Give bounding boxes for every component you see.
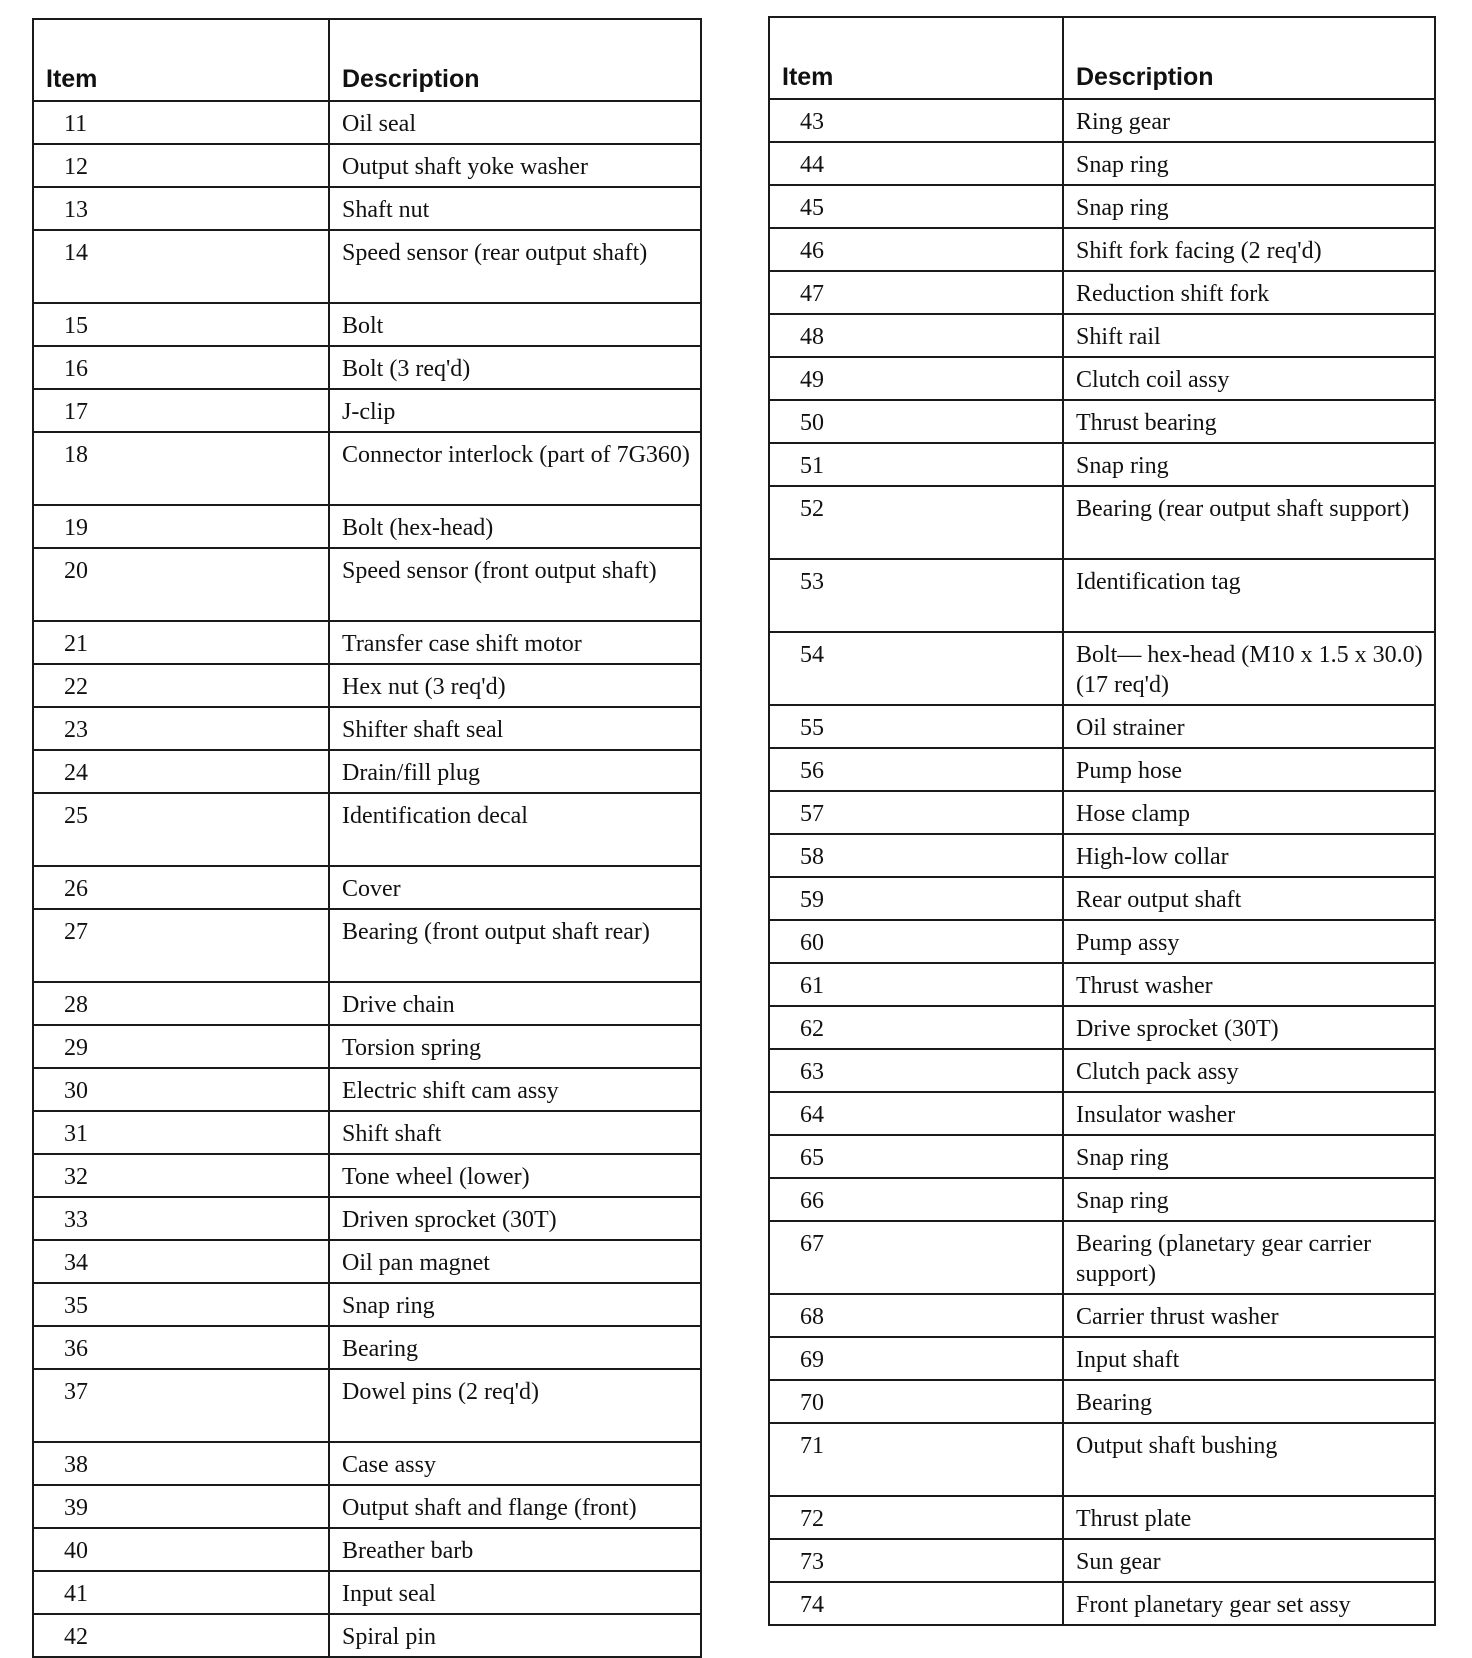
item-number-cell: 65: [769, 1135, 1063, 1178]
item-number-cell: 70: [769, 1380, 1063, 1423]
table-row: [33, 707, 701, 750]
item-number-cell: 19: [33, 505, 329, 548]
item-number-cell: 26: [33, 866, 329, 909]
table-row: [33, 1528, 701, 1571]
table-row: [769, 1178, 1435, 1221]
description-cell: Ring gear: [1063, 99, 1435, 142]
table-row: [33, 389, 701, 432]
item-number-cell: 33: [33, 1197, 329, 1240]
description-cell: Front planetary gear set assy: [1063, 1582, 1435, 1625]
description-cell: Shift shaft: [329, 1111, 701, 1154]
table-row: [33, 1240, 701, 1283]
item-number-cell: 13: [33, 187, 329, 230]
description-cell: Snap ring: [1063, 185, 1435, 228]
table-row: [769, 1294, 1435, 1337]
item-number-cell: 30: [33, 1068, 329, 1111]
description-cell: Speed sensor (rear output shaft): [329, 230, 701, 303]
table-row: [33, 793, 701, 866]
item-number-cell: 74: [769, 1582, 1063, 1625]
item-number-cell: 49: [769, 357, 1063, 400]
table-row: [769, 1006, 1435, 1049]
table-row: [33, 1111, 701, 1154]
table-row: [33, 187, 701, 230]
description-cell: Bearing (planetary gear carrier support): [1063, 1221, 1435, 1294]
item-number-cell: 66: [769, 1178, 1063, 1221]
item-number-cell: 15: [33, 303, 329, 346]
table-row: [769, 1337, 1435, 1380]
table-row: [769, 559, 1435, 632]
item-number-cell: 23: [33, 707, 329, 750]
item-number-cell: 71: [769, 1423, 1063, 1496]
table-row: [33, 1197, 701, 1240]
parts-table-left: [32, 18, 702, 1658]
description-cell: Reduction shift fork: [1063, 271, 1435, 314]
description-cell: Shaft nut: [329, 187, 701, 230]
description-cell: Snap ring: [1063, 443, 1435, 486]
table-row: [769, 357, 1435, 400]
description-cell: Shift rail: [1063, 314, 1435, 357]
item-number-cell: 29: [33, 1025, 329, 1068]
description-cell: Case assy: [329, 1442, 701, 1485]
description-cell: Hex nut (3 req'd): [329, 664, 701, 707]
parts-table-right-body: [769, 99, 1435, 1625]
table-row: [769, 99, 1435, 142]
item-number-cell: 46: [769, 228, 1063, 271]
item-number-cell: 62: [769, 1006, 1063, 1049]
item-number-cell: 50: [769, 400, 1063, 443]
description-cell: Dowel pins (2 req'd): [329, 1369, 701, 1442]
description-cell: Bolt (3 req'd): [329, 346, 701, 389]
table-row: [33, 1442, 701, 1485]
description-cell: Breather barb: [329, 1528, 701, 1571]
table-row: [769, 748, 1435, 791]
table-row: [769, 920, 1435, 963]
table-header-row: [769, 17, 1435, 99]
description-cell: Electric shift cam assy: [329, 1068, 701, 1111]
item-number-cell: 69: [769, 1337, 1063, 1380]
table-row: [769, 1423, 1435, 1496]
item-number-cell: 25: [33, 793, 329, 866]
item-column-header: Item: [33, 19, 329, 101]
table-row: [769, 271, 1435, 314]
description-cell: Bearing (rear output shaft support): [1063, 486, 1435, 559]
description-cell: Drive chain: [329, 982, 701, 1025]
item-number-cell: 47: [769, 271, 1063, 314]
table-row: [33, 982, 701, 1025]
description-cell: High-low collar: [1063, 834, 1435, 877]
item-number-cell: 52: [769, 486, 1063, 559]
table-row: [769, 1092, 1435, 1135]
table-row: [33, 1025, 701, 1068]
table-row: [769, 791, 1435, 834]
item-number-cell: 51: [769, 443, 1063, 486]
item-number-cell: 36: [33, 1326, 329, 1369]
table-row: [769, 443, 1435, 486]
item-number-cell: 39: [33, 1485, 329, 1528]
description-cell: Oil seal: [329, 101, 701, 144]
table-row: [769, 1049, 1435, 1092]
description-cell: Clutch coil assy: [1063, 357, 1435, 400]
item-number-cell: 53: [769, 559, 1063, 632]
table-row: [33, 909, 701, 982]
table-row: [33, 303, 701, 346]
item-number-cell: 27: [33, 909, 329, 982]
description-cell: Snap ring: [1063, 1178, 1435, 1221]
description-cell: Cover: [329, 866, 701, 909]
table-row: [33, 1068, 701, 1111]
description-column-header: Description: [1063, 17, 1435, 99]
description-cell: Input seal: [329, 1571, 701, 1614]
description-cell: Output shaft bushing: [1063, 1423, 1435, 1496]
item-number-cell: 11: [33, 101, 329, 144]
description-cell: Connector interlock (part of 7G360): [329, 432, 701, 505]
description-cell: Oil pan magnet: [329, 1240, 701, 1283]
description-cell: Carrier thrust washer: [1063, 1294, 1435, 1337]
description-cell: Torsion spring: [329, 1025, 701, 1068]
description-cell: Snap ring: [329, 1283, 701, 1326]
table-row: [769, 632, 1435, 705]
table-row: [33, 750, 701, 793]
table-row: [769, 142, 1435, 185]
item-number-cell: 17: [33, 389, 329, 432]
description-cell: Insulator washer: [1063, 1092, 1435, 1135]
description-cell: Bearing: [1063, 1380, 1435, 1423]
item-number-cell: 24: [33, 750, 329, 793]
item-number-cell: 63: [769, 1049, 1063, 1092]
description-cell: Snap ring: [1063, 142, 1435, 185]
item-number-cell: 73: [769, 1539, 1063, 1582]
description-cell: Bearing: [329, 1326, 701, 1369]
table-row: [33, 548, 701, 621]
item-column-header: Item: [769, 17, 1063, 99]
item-number-cell: 12: [33, 144, 329, 187]
item-number-cell: 32: [33, 1154, 329, 1197]
item-number-cell: 58: [769, 834, 1063, 877]
description-cell: Output shaft yoke washer: [329, 144, 701, 187]
table-row: [769, 834, 1435, 877]
item-number-cell: 16: [33, 346, 329, 389]
item-number-cell: 45: [769, 185, 1063, 228]
description-cell: Identification tag: [1063, 559, 1435, 632]
item-number-cell: 41: [33, 1571, 329, 1614]
item-number-cell: 43: [769, 99, 1063, 142]
table-row: [33, 230, 701, 303]
table-row: [769, 1539, 1435, 1582]
item-number-cell: 55: [769, 705, 1063, 748]
table-row: [769, 185, 1435, 228]
item-number-cell: 67: [769, 1221, 1063, 1294]
item-number-cell: 40: [33, 1528, 329, 1571]
description-cell: Clutch pack assy: [1063, 1049, 1435, 1092]
item-number-cell: 42: [33, 1614, 329, 1657]
item-number-cell: 14: [33, 230, 329, 303]
table-header-row: [33, 19, 701, 101]
item-number-cell: 44: [769, 142, 1063, 185]
description-cell: Shift fork facing (2 req'd): [1063, 228, 1435, 271]
table-row: [33, 432, 701, 505]
table-row: [33, 621, 701, 664]
description-cell: Spiral pin: [329, 1614, 701, 1657]
item-number-cell: 22: [33, 664, 329, 707]
description-cell: Driven sprocket (30T): [329, 1197, 701, 1240]
description-cell: Bearing (front output shaft rear): [329, 909, 701, 982]
table-row: [769, 1221, 1435, 1294]
item-number-cell: 68: [769, 1294, 1063, 1337]
item-number-cell: 35: [33, 1283, 329, 1326]
description-cell: Identification decal: [329, 793, 701, 866]
item-number-cell: 18: [33, 432, 329, 505]
description-cell: Transfer case shift motor: [329, 621, 701, 664]
description-cell: Thrust bearing: [1063, 400, 1435, 443]
description-cell: Input shaft: [1063, 1337, 1435, 1380]
table-row: [769, 963, 1435, 1006]
description-cell: Thrust washer: [1063, 963, 1435, 1006]
table-row: [769, 705, 1435, 748]
description-column-header: Description: [329, 19, 701, 101]
description-cell: Pump hose: [1063, 748, 1435, 791]
item-number-cell: 31: [33, 1111, 329, 1154]
table-row: [33, 1485, 701, 1528]
item-number-cell: 37: [33, 1369, 329, 1442]
table-row: [769, 314, 1435, 357]
description-cell: Pump assy: [1063, 920, 1435, 963]
description-cell: Snap ring: [1063, 1135, 1435, 1178]
table-row: [769, 486, 1435, 559]
description-cell: Bolt— hex-head (M10 x 1.5 x 30.0) (17 req'd): [1063, 632, 1435, 705]
item-number-cell: 20: [33, 548, 329, 621]
description-cell: Drain/fill plug: [329, 750, 701, 793]
item-number-cell: 21: [33, 621, 329, 664]
table-row: [33, 664, 701, 707]
description-cell: Bolt: [329, 303, 701, 346]
item-number-cell: 38: [33, 1442, 329, 1485]
item-number-cell: 59: [769, 877, 1063, 920]
table-row: [33, 505, 701, 548]
table-row: [33, 866, 701, 909]
item-number-cell: 57: [769, 791, 1063, 834]
description-cell: Thrust plate: [1063, 1496, 1435, 1539]
item-number-cell: 34: [33, 1240, 329, 1283]
table-row: [33, 1369, 701, 1442]
parts-table-right: [768, 16, 1436, 1626]
table-row: [33, 101, 701, 144]
table-row: [769, 877, 1435, 920]
description-cell: J-clip: [329, 389, 701, 432]
description-cell: Rear output shaft: [1063, 877, 1435, 920]
table-row: [769, 1380, 1435, 1423]
description-cell: Oil strainer: [1063, 705, 1435, 748]
table-row: [33, 346, 701, 389]
table-row: [33, 1154, 701, 1197]
table-row: [769, 400, 1435, 443]
description-cell: Bolt (hex-head): [329, 505, 701, 548]
item-number-cell: 54: [769, 632, 1063, 705]
description-cell: Sun gear: [1063, 1539, 1435, 1582]
item-number-cell: 60: [769, 920, 1063, 963]
table-row: [33, 1283, 701, 1326]
item-number-cell: 56: [769, 748, 1063, 791]
item-number-cell: 28: [33, 982, 329, 1025]
item-number-cell: 48: [769, 314, 1063, 357]
description-cell: Tone wheel (lower): [329, 1154, 701, 1197]
table-row: [769, 1496, 1435, 1539]
description-cell: Speed sensor (front output shaft): [329, 548, 701, 621]
description-cell: Drive sprocket (30T): [1063, 1006, 1435, 1049]
table-row: [769, 1582, 1435, 1625]
table-row: [33, 1614, 701, 1657]
item-number-cell: 61: [769, 963, 1063, 1006]
table-row: [769, 228, 1435, 271]
description-cell: Hose clamp: [1063, 791, 1435, 834]
table-row: [33, 1571, 701, 1614]
table-row: [33, 144, 701, 187]
item-number-cell: 64: [769, 1092, 1063, 1135]
description-cell: Shifter shaft seal: [329, 707, 701, 750]
parts-table-left-body: [33, 101, 701, 1657]
item-number-cell: 72: [769, 1496, 1063, 1539]
description-cell: Output shaft and flange (front): [329, 1485, 701, 1528]
table-row: [769, 1135, 1435, 1178]
table-row: [33, 1326, 701, 1369]
